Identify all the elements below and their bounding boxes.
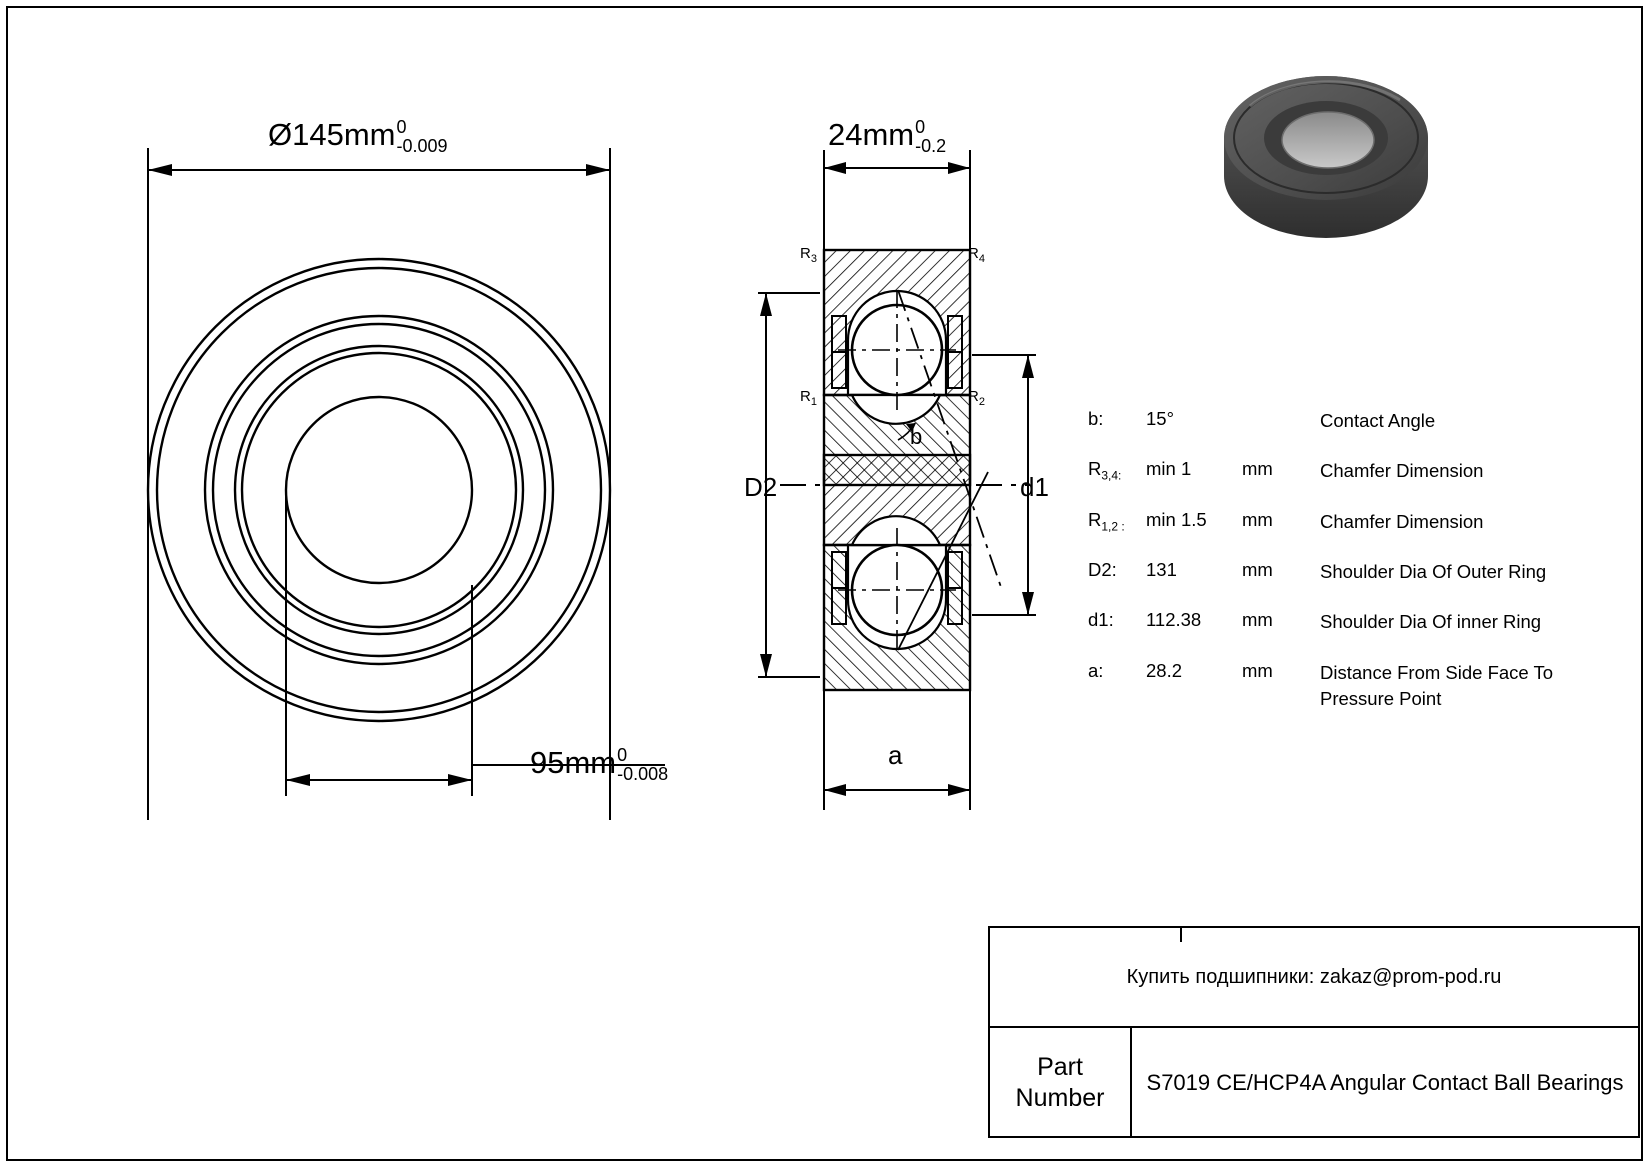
spec-unit: mm — [1242, 558, 1273, 580]
section-view-drawing — [740, 120, 1070, 820]
spec-value: min 1 — [1146, 458, 1192, 480]
part-label-line2: Number — [1015, 1084, 1105, 1112]
spec-description: Shoulder Dia Of Outer Ring — [1320, 560, 1547, 582]
callout-a: a — [888, 740, 903, 770]
spec-symbol: $R_{3,4:}$ — [1088, 458, 1122, 483]
spec-description: Distance From Side Face To Pressure Point — [1320, 661, 1554, 710]
spec-row — [1088, 458, 1608, 485]
contact-email: Купить подшипники: zakaz@prom-pod.ru — [1126, 965, 1502, 988]
callout-d2: D2 — [744, 472, 778, 502]
spec-row — [1088, 559, 1608, 586]
part-label-line1: Part — [1037, 1052, 1083, 1081]
spec-unit: mm — [1242, 508, 1273, 530]
callout-r1: $R_1$ — [800, 388, 817, 408]
spec-description: Contact Angle — [1320, 410, 1436, 431]
front-view-drawing — [120, 120, 680, 820]
callout-r3: $R_3$ — [800, 245, 817, 265]
part-number-label — [990, 1028, 1132, 1138]
spec-row — [1088, 408, 1608, 435]
spec-row — [1088, 509, 1608, 536]
spec-symbol: b: — [1088, 408, 1104, 429]
width-dimension: 24mm 0 -0.2 — [828, 116, 947, 156]
callout-r4: $R_4$ — [968, 245, 985, 265]
callout-r2: $R_2$ — [968, 388, 985, 408]
bearing-photo — [1210, 60, 1440, 290]
spec-row — [1088, 660, 1608, 714]
spec-description: Chamfer Dimension — [1320, 510, 1484, 532]
title-block — [988, 926, 1640, 1138]
spec-symbol: D2: — [1088, 558, 1117, 580]
spec-row — [1088, 609, 1608, 636]
spec-value: 112.38 — [1146, 609, 1202, 631]
specification-table — [1088, 408, 1608, 737]
part-number-value: S7019 CE/HCP4A Angular Contact Ball Bearings — [1146, 1070, 1624, 1095]
spec-value: 131 — [1146, 558, 1177, 580]
callout-d1: d1 — [1020, 472, 1049, 502]
spec-description: Shoulder Dia Of inner Ring — [1320, 611, 1542, 633]
title-block-contact-row — [990, 928, 1638, 1028]
title-block-part-row — [990, 1028, 1638, 1138]
spec-value: min 1.5 — [1146, 508, 1207, 530]
spec-symbol: a: — [1088, 659, 1104, 681]
spec-symbol: d1: — [1088, 609, 1114, 631]
callout-b: b — [910, 424, 923, 449]
spec-unit: mm — [1242, 609, 1273, 631]
spec-symbol: $R_{1,2 :}$ — [1088, 508, 1125, 534]
outer-diameter-dimension: Ø145mm 0 -0.009 — [268, 116, 448, 156]
title-block-tick — [1180, 928, 1182, 942]
spec-description: Chamfer Dimension — [1320, 460, 1484, 482]
spec-unit: mm — [1242, 458, 1273, 480]
spec-value: 28.2 — [1146, 659, 1183, 681]
spec-unit: mm — [1242, 659, 1273, 681]
spec-value: 15° — [1146, 408, 1174, 429]
bore-diameter-dimension: 95mm 0 -0.008 — [530, 744, 669, 784]
